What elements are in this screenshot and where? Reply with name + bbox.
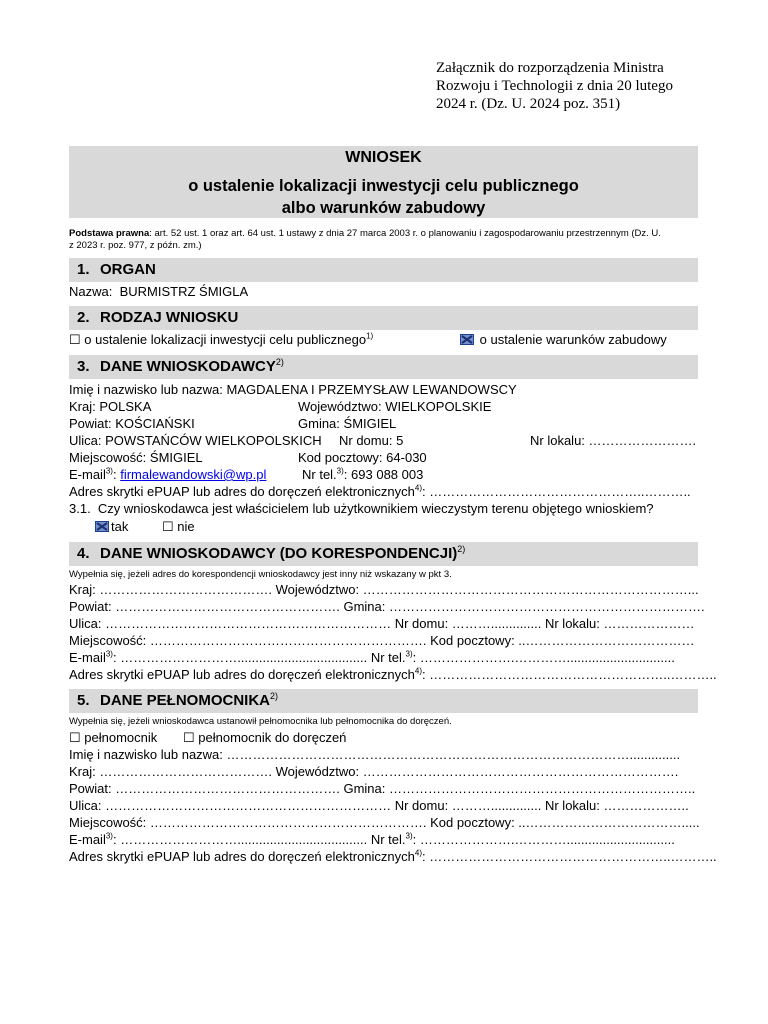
correspondence-note: Wypełnia się, jeżeli adres do korespondencji wnioskodawcy jest inny niż wskazany w pkt 3. — [69, 569, 452, 580]
phone-value[interactable]: 693 088 003 — [351, 467, 424, 482]
question-text: Czy wnioskodawca jest właścicielem lub użytkownikiem wieczystym terenu objętego wnioskiem? — [97, 501, 654, 516]
applicant-locality-row — [69, 450, 203, 466]
applicant-county-row — [69, 416, 195, 432]
section-title: DANE PEŁNOMOCNIKA — [100, 692, 271, 709]
section-correspondence-header — [69, 542, 698, 566]
attachment-line-3: 2024 r. (Dz. U. 2024 poz. 351) — [436, 96, 621, 112]
proxy-epuap-row[interactable] — [69, 849, 717, 865]
checkbox-checked-icon[interactable] — [95, 521, 109, 532]
applicant-name-label: Imię i nazwisko lub nazwa: — [69, 382, 223, 397]
postcode-label: Kod pocztowy: — [298, 450, 383, 465]
epuap-field[interactable]: : ………………………………………………..……….. — [422, 849, 717, 864]
email-phone-fields[interactable]: : ……………………….................................... Nr tel. — [112, 832, 406, 847]
ownership-question — [69, 501, 654, 517]
correspondence-street-row[interactable]: Ulica: ………………………………………………………… Nr domu: ……….............. Nr lokalu: ………………… — [69, 616, 695, 631]
section-title: DANE WNIOSKODAWCY — [100, 358, 276, 375]
footnote-ref: 3) — [405, 831, 413, 841]
email-link[interactable]: firmalewandowski@wp.pl — [120, 467, 267, 482]
email-label: E-mail — [69, 467, 106, 482]
applicant-phone-row: Nr tel.$^{3)}$: 693 088 003 — [302, 466, 424, 482]
section-number: 3. — [77, 358, 90, 375]
proxy-option-delivery-attorney[interactable]: ☐ pełnomocnik do doręczeń — [183, 730, 347, 745]
checkbox-empty-icon[interactable]: ☐ — [69, 332, 81, 347]
applicant-postcode-row — [298, 450, 427, 466]
proxy-note: Wypełnia się, jeżeli wnioskodawca ustanowił pełnomocnika lub pełnomocnika do doręczeń. — [69, 716, 452, 727]
request-option-building-conditions[interactable] — [460, 332, 667, 348]
organ-value[interactable]: BURMISTRZ ŚMIGLA — [119, 284, 249, 299]
checkbox-checked-icon[interactable] — [460, 334, 474, 345]
form-title-main: WNIOSEK — [345, 149, 422, 166]
epuap-label: Adres skrytki ePUAP lub adres do doręczeń elektronicznych — [69, 667, 415, 682]
footnote-ref: 3) — [105, 649, 113, 659]
footnote-ref: 3) — [105, 831, 113, 841]
apartment-value[interactable]: ……………………. — [588, 433, 697, 448]
commune-value[interactable]: ŚMIGIEL — [343, 416, 397, 431]
footnote-ref: 4) — [414, 666, 422, 676]
email-label: E-mail — [69, 832, 106, 847]
footnote-ref: 2) — [275, 357, 284, 367]
yes-label: tak — [111, 519, 129, 534]
commune-label: Gmina: — [298, 416, 340, 431]
footnote-ref: 1) — [366, 331, 374, 341]
proxy-county-row[interactable]: Powiat: ……………………………………………. Gmina: …………………………………………………………….. — [69, 781, 696, 796]
street-value[interactable]: POWSTAŃCÓW WIELKOPOLSKICH — [105, 433, 322, 448]
house-number-value[interactable]: 5 — [396, 433, 404, 448]
applicant-commune-row — [298, 416, 396, 432]
section-title: ORGAN — [100, 261, 156, 278]
voivodeship-label: Województwo: — [298, 399, 382, 414]
no-label: nie — [177, 519, 195, 534]
applicant-street-row — [69, 433, 322, 449]
proxy-locality-row[interactable]: Miejscowość: ………………………………………………………. Kod pocztowy: ..………………………………..... — [69, 815, 700, 830]
section-title: RODZAJ WNIOSKU — [100, 309, 239, 326]
ownership-yes-option[interactable] — [95, 519, 128, 535]
ownership-no-option[interactable] — [162, 519, 195, 535]
organ-row — [69, 284, 248, 300]
epuap-value[interactable]: : …………………………………………..……….. — [422, 484, 691, 499]
section-title: DANE WNIOSKODAWCY (DO KORESPONDENCJI) — [100, 545, 458, 562]
epuap-label: Adres skrytki ePUAP lub adres do doręczeń elektronicznych — [69, 484, 415, 499]
applicant-name-row — [69, 382, 517, 398]
phone-field[interactable]: : ………………….………….............................. — [412, 832, 675, 847]
section-proxy-header — [69, 689, 698, 713]
voivodeship-value[interactable]: WIELKOPOLSKIE — [385, 399, 492, 414]
footnote-ref: 2) — [270, 691, 279, 701]
apartment-label: Nr lokalu: — [530, 433, 585, 448]
footnote-ref: 3) — [105, 466, 113, 476]
epuap-label: Adres skrytki ePUAP lub adres do doręczeń elektronicznych — [69, 849, 415, 864]
section-organ-header — [69, 258, 698, 282]
correspondence-county-row[interactable]: Powiat: ……………………………………………. Gmina: ………………………………………………………………. — [69, 599, 705, 614]
footnote-ref: 4) — [414, 848, 422, 858]
section-applicant-header — [69, 355, 698, 379]
applicant-country-row — [69, 399, 151, 415]
locality-value[interactable]: ŚMIGIEL — [149, 450, 203, 465]
correspondence-epuap-row[interactable] — [69, 667, 717, 683]
phone-field[interactable]: : ………………….………….............................. — [412, 650, 675, 665]
county-label: Powiat: — [69, 416, 112, 431]
email-phone-fields[interactable]: : ……………………….................................... Nr tel. — [112, 650, 406, 665]
proxy-country-row[interactable]: Kraj: …………………………………. Województwo: ………………………………………………………………. — [69, 764, 679, 779]
footnote-ref: 2) — [457, 544, 466, 554]
form-title-sub-2: albo warunków zabudowy — [281, 199, 486, 217]
country-value[interactable]: POLSKA — [99, 399, 152, 414]
legal-basis-label: Podstawa prawna — [69, 228, 150, 239]
section-number: 4. — [77, 545, 90, 562]
request-option-1-label: o ustalenie lokalizacji inwestycji celu publicznego — [84, 332, 367, 347]
section-number: 1. — [77, 261, 90, 278]
legal-basis-text: : art. 52 ust. 1 oraz art. 64 ust. 1 ustawy z dnia 27 marca 2003 r. o planowaniu i zagospodarowaniu przestrzennym (Dz. U. — [149, 228, 661, 239]
applicant-house-number-row — [339, 433, 403, 449]
proxy-street-row[interactable]: Ulica: ………………………………………………………… Nr domu: ……….............. Nr lokalu: ……………….. — [69, 798, 689, 813]
proxy-email-row[interactable] — [69, 832, 675, 848]
applicant-name-value[interactable]: MAGDALENA I PRZEMYSŁAW LEWANDOWSCY — [226, 382, 517, 397]
question-number: 3.1. — [69, 501, 91, 516]
proxy-name-row[interactable]: Imię i nazwisko lub nazwa: ………………………………………………………………………………….............. — [69, 747, 681, 762]
footnote-ref: 3) — [405, 649, 413, 659]
correspondence-locality-row[interactable]: Miejscowość: ………………………………………………………. Kod pocztowy: ..………………………………… — [69, 633, 695, 648]
form-title-sub-1: o ustalenie lokalizacji inwestycji celu publicznego — [188, 177, 579, 195]
organ-label: Nazwa: — [69, 284, 113, 299]
email-label: E-mail — [69, 650, 106, 665]
street-label: Ulica: — [69, 433, 102, 448]
applicant-voivodeship-row — [298, 399, 491, 415]
request-option-public-investment[interactable] — [69, 332, 373, 348]
proxy-option-attorney[interactable]: ☐ pełnomocnik — [69, 730, 158, 745]
footnote-ref: 3) — [336, 466, 344, 476]
checkbox-empty-icon[interactable]: ☐ — [162, 519, 174, 534]
postcode-value[interactable]: 64-030 — [386, 450, 427, 465]
locality-label: Miejscowość: — [69, 450, 147, 465]
legal-basis-text-2: z 2023 r. poz. 977, z późn. zm.) — [69, 239, 202, 251]
attachment-line-2: Rozwoju i Technologii z dnia 20 lutego — [436, 78, 673, 94]
section-request-type-header — [69, 306, 698, 330]
applicant-epuap-row — [69, 484, 691, 500]
section-number: 5. — [77, 692, 90, 709]
applicant-apartment-row — [530, 433, 696, 449]
footnote-ref: 4) — [414, 483, 422, 493]
legal-basis — [69, 228, 699, 251]
house-number-label: Nr domu: — [339, 433, 393, 448]
correspondence-email-row[interactable] — [69, 650, 675, 666]
form-title — [69, 146, 698, 218]
attachment-line-1: Załącznik do rozporządzenia Ministra — [436, 60, 664, 76]
correspondence-country-row[interactable]: Kraj: …………………………………. Województwo: …………………………………………………………………... — [69, 582, 699, 597]
request-option-2-label: o ustalenie warunków zabudowy — [479, 332, 667, 347]
country-label: Kraj: — [69, 399, 96, 414]
phone-label: Nr tel. — [302, 467, 337, 482]
attachment-note — [436, 59, 726, 113]
section-number: 2. — [77, 309, 90, 326]
county-value[interactable]: KOŚCIAŃSKI — [115, 416, 195, 431]
epuap-field[interactable]: : ………………………………………………..……….. — [422, 667, 717, 682]
applicant-email-row: E-mail$^{3)}$: firmalewandowski@wp.pl — [69, 466, 267, 482]
